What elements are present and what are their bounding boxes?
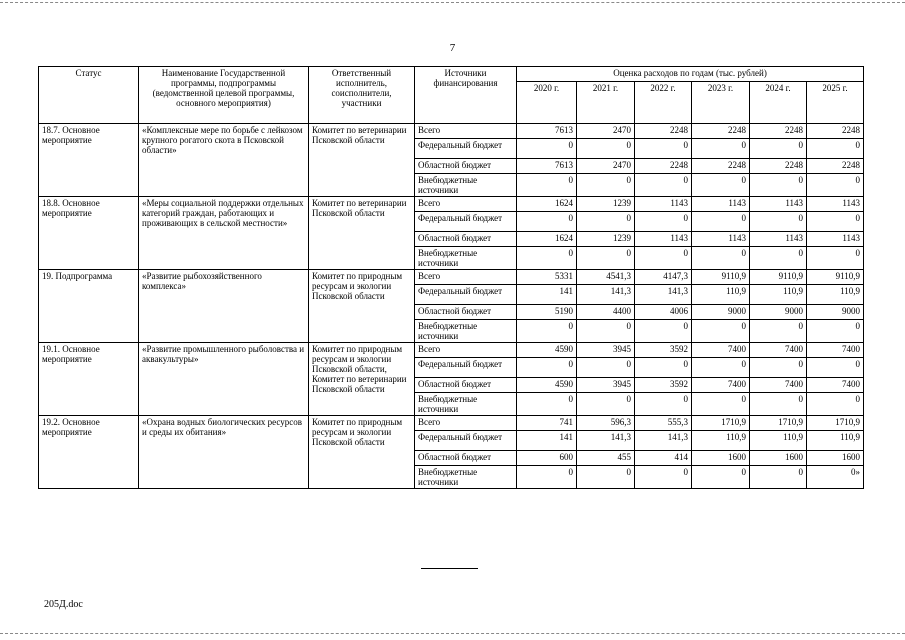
amount-cell: 0 — [635, 466, 692, 489]
amount-cell: 0 — [577, 393, 635, 416]
amount-cell: 0 — [577, 212, 635, 232]
amount-cell: 0 — [750, 320, 807, 343]
executor-cell: Комитет по природным ресурсам и экологии Псковской области — [309, 270, 415, 343]
amount-cell: 0 — [692, 466, 750, 489]
header-year: 2021 г. — [577, 82, 635, 124]
header-year: 2020 г. — [517, 82, 577, 124]
amount-cell: 0 — [635, 393, 692, 416]
amount-cell: 1143 — [635, 197, 692, 212]
table-row — [39, 197, 864, 212]
amount-cell: 2470 — [577, 159, 635, 174]
amount-cell: 0 — [692, 320, 750, 343]
executor-cell: Комитет по природным ресурсам и экологии Псковской области, Комитет по ветеринарии Псковской области — [309, 343, 415, 416]
amount-cell: 7613 — [517, 124, 577, 139]
amount-cell: 0 — [750, 466, 807, 489]
amount-cell: 9000 — [750, 305, 807, 320]
amount-cell: 2248 — [635, 124, 692, 139]
amount-cell: 596,3 — [577, 416, 635, 431]
amount-cell: 741 — [517, 416, 577, 431]
amount-cell: 110,9 — [750, 285, 807, 305]
amount-cell: 0 — [635, 139, 692, 159]
amount-cell: 0 — [635, 174, 692, 197]
header-year: 2023 г. — [692, 82, 750, 124]
amount-cell: 5190 — [517, 305, 577, 320]
funding-source-cell: Всего — [415, 197, 517, 212]
amount-cell: 4541,3 — [577, 270, 635, 285]
header-estimate: Оценка расходов по годам (тыс. рублей) — [517, 67, 864, 82]
scan-top-edge — [0, 2, 905, 3]
funding-source-cell: Областной бюджет — [415, 378, 517, 393]
amount-cell: 7400 — [807, 378, 864, 393]
amount-cell: 3945 — [577, 378, 635, 393]
funding-source-cell: Федеральный бюджет — [415, 431, 517, 451]
program-name-cell: «Развитие промышленного рыболовства и аквакультуры» — [139, 343, 309, 416]
header-status: Статус — [39, 67, 139, 124]
amount-cell: 7400 — [692, 378, 750, 393]
amount-cell: 0 — [517, 393, 577, 416]
amount-cell: 9110,9 — [750, 270, 807, 285]
amount-cell: 1143 — [807, 197, 864, 212]
amount-cell: 141,3 — [635, 285, 692, 305]
funding-source-cell: Всего — [415, 416, 517, 431]
amount-cell: 0 — [807, 174, 864, 197]
amount-cell: 1710,9 — [807, 416, 864, 431]
amount-cell: 4590 — [517, 343, 577, 358]
amount-cell: 0 — [577, 247, 635, 270]
program-name-cell: «Развитие рыбохозяйственного комплекса» — [139, 270, 309, 343]
funding-source-cell: Внебюджетные источники — [415, 466, 517, 489]
amount-cell: 1143 — [635, 232, 692, 247]
amount-cell: 1143 — [807, 232, 864, 247]
amount-cell: 9000 — [692, 305, 750, 320]
amount-cell: 0 — [750, 393, 807, 416]
amount-cell: 141,3 — [577, 285, 635, 305]
amount-cell: 0 — [807, 358, 864, 378]
funding-source-cell: Федеральный бюджет — [415, 139, 517, 159]
header-executor: Ответственный исполнитель, соисполнители, участники — [309, 67, 415, 124]
header-year: 2025 г. — [807, 82, 864, 124]
amount-cell: 2470 — [577, 124, 635, 139]
header-year: 2024 г. — [750, 82, 807, 124]
funding-source-cell: Федеральный бюджет — [415, 285, 517, 305]
executor-cell: Комитет по ветеринарии Псковской области — [309, 124, 415, 197]
amount-cell: 0 — [577, 358, 635, 378]
program-name-cell: «Меры социальной поддержки отдельных категорий граждан, работающих и проживающих в сельской местности» — [139, 197, 309, 270]
amount-cell: 7400 — [807, 343, 864, 358]
amount-cell: 0 — [807, 393, 864, 416]
amount-cell: 0 — [692, 247, 750, 270]
amount-cell: 0 — [517, 212, 577, 232]
scan-bottom-edge — [0, 633, 905, 634]
amount-cell: 0 — [692, 139, 750, 159]
funding-source-cell: Федеральный бюджет — [415, 358, 517, 378]
amount-cell: 1143 — [692, 197, 750, 212]
amount-cell: 141,3 — [635, 431, 692, 451]
amount-cell: 0 — [692, 174, 750, 197]
amount-cell: 0 — [692, 358, 750, 378]
amount-cell: 0 — [517, 320, 577, 343]
amount-cell: 0 — [577, 466, 635, 489]
amount-cell: 1600 — [807, 451, 864, 466]
amount-cell: 9110,9 — [692, 270, 750, 285]
program-name-cell: «Охрана водных биологических ресурсов и среды их обитания» — [139, 416, 309, 489]
status-cell: 19.2. Основное мероприятие — [39, 416, 139, 489]
amount-cell: 0 — [807, 139, 864, 159]
amount-cell: 0 — [692, 212, 750, 232]
amount-cell: 0 — [517, 466, 577, 489]
amount-cell: 3945 — [577, 343, 635, 358]
budget-table — [38, 66, 864, 489]
amount-cell: 141,3 — [577, 431, 635, 451]
amount-cell: 1600 — [692, 451, 750, 466]
table-row — [39, 270, 864, 285]
amount-cell: 600 — [517, 451, 577, 466]
amount-cell: 455 — [577, 451, 635, 466]
executor-cell: Комитет по ветеринарии Псковской области — [309, 197, 415, 270]
funding-source-cell: Внебюджетные источники — [415, 320, 517, 343]
amount-cell: 0 — [517, 247, 577, 270]
amount-cell: 1143 — [692, 232, 750, 247]
amount-cell: 0 — [635, 358, 692, 378]
amount-cell: 0 — [577, 174, 635, 197]
amount-cell: 1143 — [750, 197, 807, 212]
amount-cell: 0 — [577, 139, 635, 159]
amount-cell: 9000 — [807, 305, 864, 320]
program-name-cell: «Комплексные мере по борьбе с лейкозом крупного рогатого скота в Псковской области» — [139, 124, 309, 197]
amount-cell: 0 — [750, 212, 807, 232]
amount-cell: 1600 — [750, 451, 807, 466]
amount-cell: 0 — [577, 320, 635, 343]
amount-cell: 2248 — [807, 159, 864, 174]
amount-cell: 141 — [517, 431, 577, 451]
amount-cell: 7400 — [750, 343, 807, 358]
table-row — [39, 416, 864, 431]
amount-cell: 7400 — [750, 378, 807, 393]
amount-cell: 0 — [750, 139, 807, 159]
file-name: 205Д.doc — [44, 599, 83, 610]
amount-cell: 414 — [635, 451, 692, 466]
amount-cell: 110,9 — [750, 431, 807, 451]
amount-cell: 1624 — [517, 232, 577, 247]
footer-divider — [421, 568, 478, 569]
amount-cell: 0 — [517, 174, 577, 197]
amount-cell: 2248 — [692, 124, 750, 139]
amount-cell: 4147,3 — [635, 270, 692, 285]
amount-cell: 3592 — [635, 378, 692, 393]
amount-cell: 7613 — [517, 159, 577, 174]
status-cell: 19. Подпрограмма — [39, 270, 139, 343]
amount-cell: 0 — [692, 393, 750, 416]
header-sources: Источники финансирования — [415, 67, 517, 124]
amount-cell: 0 — [635, 320, 692, 343]
amount-cell: 555,3 — [635, 416, 692, 431]
header-program: Наименование Государственной программы, подпрограммы (ведомственной целевой программы, основного мероприятия) — [139, 67, 309, 124]
funding-source-cell: Всего — [415, 343, 517, 358]
amount-cell: 0 — [807, 320, 864, 343]
amount-cell: 1710,9 — [750, 416, 807, 431]
funding-source-cell: Областной бюджет — [415, 305, 517, 320]
funding-source-cell: Внебюджетные источники — [415, 247, 517, 270]
table-row — [39, 124, 864, 139]
amount-cell: 0 — [750, 358, 807, 378]
amount-cell: 1710,9 — [692, 416, 750, 431]
amount-cell: 0 — [635, 247, 692, 270]
funding-source-cell: Всего — [415, 270, 517, 285]
amount-cell: 1143 — [750, 232, 807, 247]
amount-cell: 2248 — [692, 159, 750, 174]
status-cell: 18.8. Основное мероприятие — [39, 197, 139, 270]
funding-source-cell: Областной бюджет — [415, 159, 517, 174]
amount-cell: 4590 — [517, 378, 577, 393]
amount-cell: 0 — [517, 139, 577, 159]
amount-cell: 2248 — [750, 159, 807, 174]
amount-cell: 110,9 — [807, 285, 864, 305]
amount-cell: 0 — [750, 174, 807, 197]
amount-cell: 0» — [807, 466, 864, 489]
amount-cell: 2248 — [750, 124, 807, 139]
amount-cell: 0 — [635, 212, 692, 232]
funding-source-cell: Всего — [415, 124, 517, 139]
amount-cell: 1239 — [577, 197, 635, 212]
amount-cell: 0 — [807, 247, 864, 270]
status-cell: 18.7. Основное мероприятие — [39, 124, 139, 197]
amount-cell: 2248 — [807, 124, 864, 139]
amount-cell: 5331 — [517, 270, 577, 285]
funding-source-cell: Федеральный бюджет — [415, 212, 517, 232]
status-cell: 19.1. Основное мероприятие — [39, 343, 139, 416]
funding-source-cell: Внебюджетные источники — [415, 393, 517, 416]
amount-cell: 9110,9 — [807, 270, 864, 285]
funding-source-cell: Областной бюджет — [415, 232, 517, 247]
amount-cell: 1624 — [517, 197, 577, 212]
amount-cell: 1239 — [577, 232, 635, 247]
amount-cell: 2248 — [635, 159, 692, 174]
amount-cell: 4400 — [577, 305, 635, 320]
funding-source-cell: Внебюджетные источники — [415, 174, 517, 197]
amount-cell: 0 — [750, 247, 807, 270]
amount-cell: 110,9 — [692, 431, 750, 451]
table-row — [39, 343, 864, 358]
amount-cell: 0 — [807, 212, 864, 232]
header-year: 2022 г. — [635, 82, 692, 124]
amount-cell: 141 — [517, 285, 577, 305]
table-body — [39, 124, 864, 489]
page-number: 7 — [449, 42, 456, 54]
amount-cell: 4006 — [635, 305, 692, 320]
amount-cell: 110,9 — [807, 431, 864, 451]
funding-source-cell: Областной бюджет — [415, 451, 517, 466]
amount-cell: 0 — [517, 358, 577, 378]
amount-cell: 110,9 — [692, 285, 750, 305]
amount-cell: 7400 — [692, 343, 750, 358]
executor-cell: Комитет по природным ресурсам и экологии Псковской области — [309, 416, 415, 489]
amount-cell: 3592 — [635, 343, 692, 358]
